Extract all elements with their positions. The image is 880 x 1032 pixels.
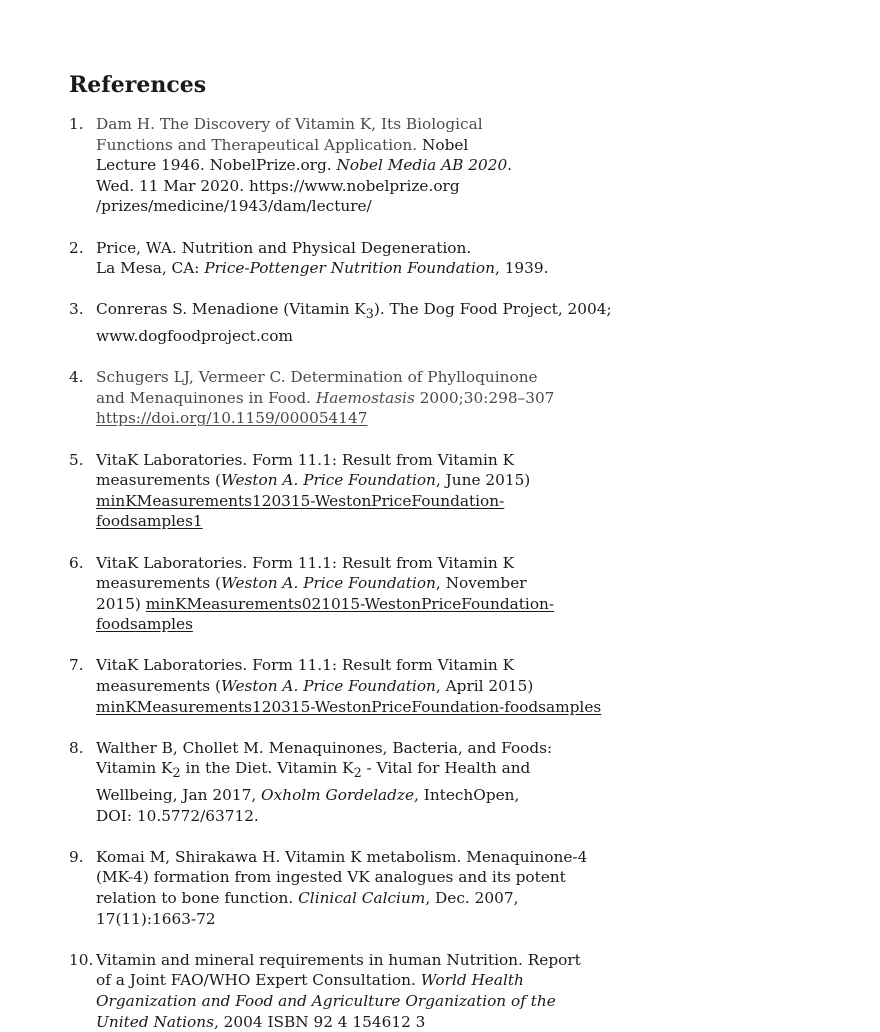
reference-line xyxy=(96,573,880,594)
reference-text: measurements ( xyxy=(96,574,221,593)
reference-text: Weston A. Price Foundation xyxy=(220,574,436,593)
reference-number: 2. xyxy=(69,238,84,257)
reference-text: VitaK Laboratories. Form 11.1: Result from Vitamin K xyxy=(96,553,515,572)
reference-text: Wed. 11 Mar 2020. https://www.nobelprize.org xyxy=(96,176,460,195)
reference-text: , 1939. xyxy=(494,259,549,278)
reference-text: measurements ( xyxy=(96,471,221,490)
reference-text: ). The Dog Food Project, 2004; xyxy=(373,300,612,319)
reference-text: , Dec. 2007, xyxy=(425,889,519,908)
reference-number: 8. xyxy=(69,738,84,757)
reference-number: 10. xyxy=(69,950,94,969)
reference-line xyxy=(96,950,880,971)
reference-text: Vitamin K xyxy=(96,759,173,778)
reference-text: DOI: 10.5772/63712. xyxy=(96,806,259,825)
reference-line xyxy=(96,758,880,785)
subscript-text: 2 xyxy=(172,766,181,782)
reference-line xyxy=(96,408,880,429)
reference-text: /prizes/medicine/1943/dam/lecture/ xyxy=(96,197,372,216)
reference-number: 7. xyxy=(69,656,84,675)
reference-text: Price-Pottenger Nutrition Foundation xyxy=(204,259,495,278)
reference-line xyxy=(96,553,880,574)
reference-number: 5. xyxy=(69,450,84,469)
reference-line xyxy=(96,511,880,532)
reference-number: 1. xyxy=(69,115,84,133)
reference-text: , November xyxy=(435,574,527,593)
reference-text: Functions and Therapeutical Application. xyxy=(96,135,422,154)
reference-line xyxy=(96,299,880,326)
reference-line xyxy=(96,155,880,176)
reference-item xyxy=(0,238,880,279)
reference-line xyxy=(96,594,880,615)
reference-line xyxy=(96,655,880,676)
reference-link[interactable]: foodsamples1 xyxy=(96,512,203,531)
reference-text: Clinical Calcium xyxy=(298,889,426,908)
subscript-text: 3 xyxy=(365,307,374,323)
subscript-text: 2 xyxy=(353,766,362,782)
reference-link[interactable]: minKMeasurements021015-WestonPriceFoundation- xyxy=(145,594,555,613)
reference-text: 17(11):1663-72 xyxy=(96,909,216,928)
reference-line xyxy=(96,1012,880,1032)
reference-text: VitaK Laboratories. Form 11.1: Result form Vitamin K xyxy=(96,656,515,675)
reference-text: United Nations xyxy=(96,1012,214,1031)
reference-text: Schugers LJ, Vermeer C. Determination of Phylloquinone xyxy=(96,368,538,387)
reference-number: 6. xyxy=(69,553,84,572)
reference-text: Vitamin and mineral requirements in human Nutrition. Report xyxy=(96,950,581,969)
reference-text: 2015) xyxy=(96,594,146,613)
reference-item xyxy=(0,299,880,346)
reference-text: of a Joint FAO/WHO Expert Consultation. xyxy=(96,971,421,990)
reference-line xyxy=(96,888,880,909)
reference-number: 3. xyxy=(69,300,84,319)
reference-line xyxy=(96,909,880,930)
reference-text: Price, WA. Nutrition and Physical Degeneration. xyxy=(96,238,472,257)
reference-text: (MK-4) formation from ingested VK analogues and its potent xyxy=(96,868,566,887)
reference-line xyxy=(96,614,880,635)
reference-item xyxy=(0,655,880,717)
reference-text: Haemostasis xyxy=(315,388,415,407)
reference-text: Weston A. Price Foundation xyxy=(220,677,436,696)
reference-line xyxy=(96,470,880,491)
reference-text: , June 2015) xyxy=(435,471,531,490)
reference-text: relation to bone function. xyxy=(96,889,299,908)
reference-number: 4. xyxy=(69,368,84,387)
reference-line xyxy=(96,135,880,156)
reference-text: Wellbeing, Jan 2017, xyxy=(96,786,262,805)
reference-text: measurements ( xyxy=(96,677,221,696)
reference-text: . xyxy=(507,156,513,175)
reference-list xyxy=(0,114,880,1032)
reference-text: - Vital for Health and xyxy=(361,759,531,778)
reference-line xyxy=(96,738,880,759)
reference-line xyxy=(96,697,880,718)
reference-item xyxy=(0,367,880,429)
reference-line xyxy=(96,991,880,1012)
reference-text: VitaK Laboratories. Form 11.1: Result from Vitamin K xyxy=(96,450,515,469)
reference-line xyxy=(96,806,880,827)
reference-item xyxy=(0,847,880,929)
reference-text: Dam H. The Discovery of Vitamin K, Its Biological xyxy=(96,115,483,133)
reference-text: Komai M, Shirakawa H. Vitamin K metabolism. Menaquinone-4 xyxy=(96,847,588,866)
reference-line xyxy=(96,867,880,888)
reference-link[interactable]: https://doi.org/10.1159/000054147 xyxy=(96,409,368,428)
reference-text: Lecture 1946. NobelPrize.org. xyxy=(96,156,337,175)
reference-text: Walther B, Chollet M. Menaquinones, Bacteria, and Foods: xyxy=(96,738,553,757)
reference-line xyxy=(96,258,880,279)
reference-line xyxy=(96,388,880,409)
reference-text: in the Diet. Vitamin K xyxy=(180,759,354,778)
reference-text: , 2004 ISBN 92 4 154612 3 xyxy=(213,1012,426,1031)
reference-text: and Menaquinones in Food. xyxy=(96,388,316,407)
reference-text: Oxholm Gordeladze xyxy=(261,786,415,805)
reference-line xyxy=(96,196,880,217)
reference-line xyxy=(96,238,880,259)
reference-text: La Mesa, CA: xyxy=(96,259,205,278)
reference-text: Conreras S. Menadione (Vitamin K xyxy=(96,300,366,319)
reference-text: Nobel xyxy=(421,135,469,154)
reference-line xyxy=(96,491,880,512)
reference-text: , April 2015) xyxy=(435,677,534,696)
reference-link[interactable]: minKMeasurements120315-WestonPriceFoundation-foodsamples xyxy=(96,697,602,716)
reference-item xyxy=(0,450,880,532)
reference-item xyxy=(0,738,880,826)
reference-text: Nobel Media AB 2020 xyxy=(336,156,508,175)
reference-link[interactable]: foodsamples xyxy=(96,615,193,634)
reference-text: 2000;30:298–307 xyxy=(414,388,555,407)
reference-text: World Health xyxy=(420,971,524,990)
reference-line xyxy=(96,176,880,197)
page-heading: References xyxy=(69,72,207,98)
reference-line xyxy=(96,785,880,806)
reference-item xyxy=(0,114,880,217)
reference-number: 9. xyxy=(69,847,84,866)
reference-line xyxy=(96,326,880,347)
reference-line xyxy=(96,847,880,868)
reference-line xyxy=(96,970,880,991)
reference-line xyxy=(96,450,880,471)
reference-text: www.dogfoodproject.com xyxy=(96,326,293,345)
reference-line xyxy=(96,367,880,388)
reference-text: Organization and Food and Agriculture Organization of the xyxy=(96,992,556,1011)
reference-link[interactable]: minKMeasurements120315-WestonPriceFoundation- xyxy=(96,491,505,510)
reference-text: Weston A. Price Foundation xyxy=(220,471,436,490)
reference-item xyxy=(0,553,880,635)
reference-text: , IntechOpen, xyxy=(414,786,520,805)
reference-line xyxy=(96,676,880,697)
reference-item xyxy=(0,950,880,1032)
reference-line xyxy=(96,114,880,135)
